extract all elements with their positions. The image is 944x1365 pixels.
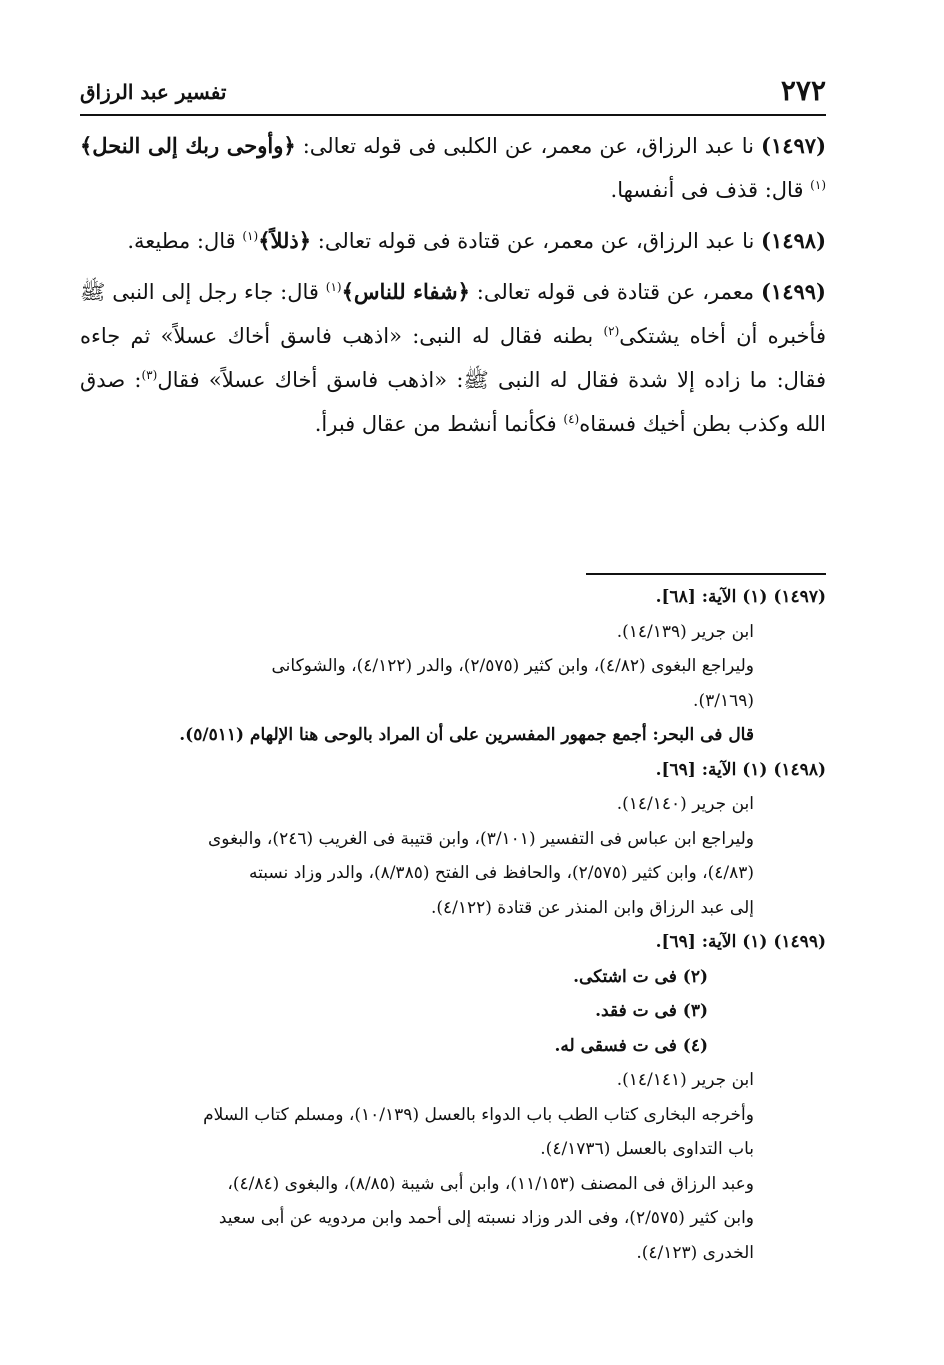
quran-quote: ﴿وأوحى ربك إلى النحل﴾ — [80, 133, 296, 158]
footnote-line: وابن كثير (٢/٥٧٥)، وفى الدر وزاد نسبته إلى أحمد وابن مردويه عن أبى سعيد — [218, 1208, 754, 1228]
footnote-ref: (٢) — [603, 324, 620, 338]
entry-text: نا عبد الرزاق، عن معمر، عن الكلبى فى قوله تعالى: — [295, 134, 762, 158]
entry-text: قال: جاء رجل إلى النبى ﷺ فأخبره أن أخاه يشتكى — [80, 280, 826, 348]
entry-number: (١٤٩٩) — [760, 279, 826, 304]
entry-1497 — [80, 124, 826, 212]
entry-text: بطنه فقال له النبى: «اذهب فاسق أخاك عسلاً» ثم جاءه فقال: ما زاده إلا شدة فقال له النبى ﷺ: «اذهب فاسق أخاك عسلاً» فقال — [80, 324, 826, 392]
footnote-line: وليراجع البغوى (٤/٨٢)، وابن كثير (٢/٥٧٥)، والدر (٤/١٢٢)، والشوكانى — [271, 656, 754, 676]
running-title: تفسير عبد الرزاق — [80, 80, 227, 104]
footnote-line: (٣/١٦٩). — [693, 690, 754, 711]
entry-number: (١٤٩٧) — [761, 133, 827, 158]
footnote-ref: (٣) — [141, 368, 158, 382]
page-header — [80, 74, 826, 116]
entry-number: (١٤٩٨) — [761, 228, 826, 253]
entry-text: معمر، عن قتادة فى قوله تعالى: — [469, 280, 761, 304]
entry-text: نا عبد الرزاق، عن معمر، عن قتادة فى قوله تعالى: — [311, 229, 761, 253]
footnote-ref: (١) — [325, 280, 342, 294]
footnotes — [80, 580, 826, 1270]
footnote-line: الخدرى (٤/١٢٣). — [636, 1242, 754, 1263]
page-number: ٢٧٢ — [780, 74, 826, 107]
entry-text: قال: قذف فى أنفسها. — [610, 178, 811, 202]
entry-text: فكأنما أنشط من عقال فبرأ. — [314, 412, 564, 436]
footnote-ref: (١) — [810, 178, 826, 192]
footnote-line: وعبد الرزاق فى المصنف (١١/١٥٣)، وابن أبى شيبة (٨/٨٥)، والبغوى (٤/٨٤)، — [227, 1173, 754, 1194]
footnote-line: ابن جرير (١٤/١٤٠). — [616, 794, 754, 814]
footnote-line: إلى عبد الرزاق وابن المنذر عن قتادة (٤/١٢٢). — [430, 897, 754, 918]
entry-text: : صدق الله وكذب بطن أخيك فسقاه — [80, 368, 826, 436]
entry-1498 — [80, 219, 826, 263]
entry-text: قال: مطيعة. — [127, 229, 243, 253]
footnote-line: (٢) فى ت اشتكى. — [573, 966, 708, 987]
entry-1499 — [80, 270, 826, 446]
footnote-line: (١٤٩٧) (١) الآية: [٦٨]. — [655, 587, 826, 607]
footnote-line: ابن جرير (١٤/١٤١). — [616, 1070, 754, 1090]
quran-quote: ﴿شفاء للناس﴾ — [341, 279, 470, 304]
footnote-line: باب التداوى بالعسل (٤/١٧٣٦). — [540, 1139, 754, 1159]
footnote-line: (٣) فى ت فقد. — [595, 1001, 708, 1021]
quran-quote: ﴿ذللاً﴾ — [258, 228, 312, 253]
footnote-line: (٤/٨٣)، وابن كثير (٢/٥٧٥)، والحافظ فى الفتح (٨/٣٨٥)، والدر وزاد نسبته — [249, 863, 754, 883]
footnote-line: وأخرجه البخارى كتاب الطب باب الدواء بالعسل (١٠/١٣٩)، ومسلم كتاب السلام — [203, 1104, 754, 1125]
footnote-line: وليراجع ابن عباس فى التفسير (٣/١٠١)، وابن قتيبة فى الغريب (٢٤٦)، والبغوى — [208, 828, 754, 849]
footnote-ref: (١) — [242, 229, 259, 243]
footnote-line: (١٤٩٨) (١) الآية: [٦٩]. — [655, 759, 826, 780]
footnote-line: (٤) فى ت فسقى له. — [554, 1035, 708, 1056]
main-text — [80, 124, 826, 453]
footnote-line: ابن جرير (١٤/١٣٩). — [616, 621, 754, 642]
footnote-line: (١٤٩٩) (١) الآية: [٦٩]. — [655, 932, 826, 952]
footnote-separator — [586, 573, 826, 575]
footnote-ref: (٤) — [563, 412, 580, 426]
footnote-line: قال فى البحر: أجمع جمهور المفسرين على أن المراد بالوحى هنا الإلهام (٥/٥١١). — [179, 725, 754, 745]
